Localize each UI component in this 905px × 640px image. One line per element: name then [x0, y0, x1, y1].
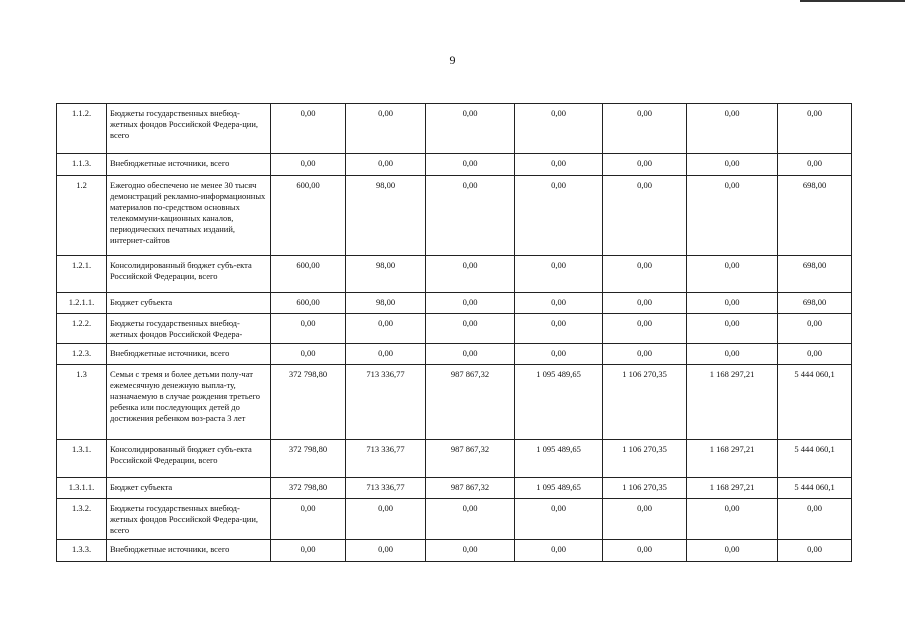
- year-value-cell: 0,00: [515, 154, 603, 176]
- row-description: Внебюджетные источники, всего: [107, 540, 271, 562]
- year-value-cell: 0,00: [603, 154, 687, 176]
- year-value-cell: 1 095 489,65: [515, 365, 603, 440]
- year-value-cell: 0,00: [346, 154, 426, 176]
- year-value-cell: 0,00: [426, 256, 515, 293]
- total-cell: 698,00: [778, 256, 852, 293]
- year-value-cell: 600,00: [271, 293, 346, 314]
- table-row: [57, 176, 852, 256]
- year-value-cell: 0,00: [603, 104, 687, 154]
- table-row: [57, 314, 852, 344]
- year-value-cell: 987 867,32: [426, 478, 515, 499]
- year-value-cell: 0,00: [426, 499, 515, 540]
- budget-table: [56, 103, 852, 562]
- row-description: Бюджет субъекта: [107, 293, 271, 314]
- total-cell: 0,00: [778, 540, 852, 562]
- year-value-cell: 1 168 297,21: [687, 440, 778, 478]
- year-value-cell: 372 798,80: [271, 365, 346, 440]
- corner-mark: [800, 0, 905, 2]
- year-value-cell: 1 106 270,35: [603, 478, 687, 499]
- year-value-cell: 0,00: [515, 499, 603, 540]
- row-description: Внебюджетные источники, всего: [107, 344, 271, 365]
- year-value-cell: 0,00: [687, 540, 778, 562]
- row-code: 1.2: [57, 176, 107, 256]
- row-description: Бюджеты государственных внебюд-жетных фондов Российской Федера-ции, всего: [107, 499, 271, 540]
- year-value-cell: 1 168 297,21: [687, 365, 778, 440]
- table-body: [57, 104, 852, 562]
- row-code: 1.2.1.1.: [57, 293, 107, 314]
- row-description: Ежегодно обеспечено не менее 30 тысяч демонстраций рекламно-информационных материалов по-средством основных телекоммуни-кационных каналов, периодических печатных изданий, интернет-сайтов: [107, 176, 271, 256]
- row-code: 1.3.1.1.: [57, 478, 107, 499]
- year-value-cell: 0,00: [346, 314, 426, 344]
- year-value-cell: 0,00: [687, 256, 778, 293]
- year-value-cell: 0,00: [271, 154, 346, 176]
- year-value-cell: 0,00: [426, 344, 515, 365]
- row-description: Бюджеты государственных внебюд-жетных фондов Российской Федера-: [107, 314, 271, 344]
- year-value-cell: 372 798,80: [271, 478, 346, 499]
- year-value-cell: 0,00: [515, 540, 603, 562]
- year-value-cell: 0,00: [687, 314, 778, 344]
- year-value-cell: 1 095 489,65: [515, 440, 603, 478]
- table-row: [57, 104, 852, 154]
- year-value-cell: 1 095 489,65: [515, 478, 603, 499]
- year-value-cell: 0,00: [426, 540, 515, 562]
- year-value-cell: 713 336,77: [346, 478, 426, 499]
- year-value-cell: 0,00: [515, 314, 603, 344]
- year-value-cell: 1 106 270,35: [603, 440, 687, 478]
- year-value-cell: 0,00: [603, 344, 687, 365]
- year-value-cell: 0,00: [687, 104, 778, 154]
- year-value-cell: 0,00: [271, 499, 346, 540]
- table-row: [57, 344, 852, 365]
- year-value-cell: 713 336,77: [346, 440, 426, 478]
- total-cell: 0,00: [778, 154, 852, 176]
- row-description: Семьи с тремя и более детьми полу-чат ежемесячную денежную выпла-ту, назначаемую в случае рождения третьего ребенка или последующих детей до достижения ребенком воз-раста 3 лет: [107, 365, 271, 440]
- year-value-cell: 0,00: [603, 176, 687, 256]
- year-value-cell: 0,00: [271, 104, 346, 154]
- row-description: Внебюджетные источники, всего: [107, 154, 271, 176]
- year-value-cell: 0,00: [603, 293, 687, 314]
- year-value-cell: 1 106 270,35: [603, 365, 687, 440]
- table-row: [57, 154, 852, 176]
- year-value-cell: 0,00: [515, 256, 603, 293]
- year-value-cell: 0,00: [603, 499, 687, 540]
- year-value-cell: 0,00: [346, 344, 426, 365]
- year-value-cell: 0,00: [346, 499, 426, 540]
- year-value-cell: 372 798,80: [271, 440, 346, 478]
- year-value-cell: 987 867,32: [426, 365, 515, 440]
- row-description: Бюджеты государственных внебюд-жетных фондов Российской Федера-ции, всего: [107, 104, 271, 154]
- year-value-cell: 0,00: [271, 314, 346, 344]
- table-row: [57, 478, 852, 499]
- row-description: Консолидированный бюджет субъ-екта Российской Федерации, всего: [107, 256, 271, 293]
- year-value-cell: 987 867,32: [426, 440, 515, 478]
- year-value-cell: 0,00: [603, 540, 687, 562]
- total-cell: 5 444 060,1: [778, 365, 852, 440]
- table-row: [57, 293, 852, 314]
- total-cell: 5 444 060,1: [778, 478, 852, 499]
- year-value-cell: 0,00: [426, 176, 515, 256]
- year-value-cell: 0,00: [346, 540, 426, 562]
- total-cell: 698,00: [778, 176, 852, 256]
- table-row: [57, 540, 852, 562]
- year-value-cell: 0,00: [426, 314, 515, 344]
- year-value-cell: 0,00: [426, 104, 515, 154]
- year-value-cell: 0,00: [687, 176, 778, 256]
- row-code: 1.3.3.: [57, 540, 107, 562]
- total-cell: 0,00: [778, 499, 852, 540]
- row-description: Консолидированный бюджет субъ-екта Российской Федерации, всего: [107, 440, 271, 478]
- row-description: Бюджет субъекта: [107, 478, 271, 499]
- year-value-cell: 600,00: [271, 176, 346, 256]
- total-cell: 5 444 060,1: [778, 440, 852, 478]
- row-code: 1.3.1.: [57, 440, 107, 478]
- table-row: [57, 365, 852, 440]
- year-value-cell: 0,00: [687, 344, 778, 365]
- total-cell: 0,00: [778, 104, 852, 154]
- table-row: [57, 440, 852, 478]
- year-value-cell: 0,00: [271, 344, 346, 365]
- total-cell: 0,00: [778, 344, 852, 365]
- row-code: 1.1.2.: [57, 104, 107, 154]
- year-value-cell: 0,00: [603, 314, 687, 344]
- year-value-cell: 0,00: [426, 293, 515, 314]
- year-value-cell: 1 168 297,21: [687, 478, 778, 499]
- year-value-cell: 0,00: [426, 154, 515, 176]
- page-number: 9: [449, 53, 456, 67]
- table-row: [57, 499, 852, 540]
- year-value-cell: 713 336,77: [346, 365, 426, 440]
- year-value-cell: 98,00: [346, 293, 426, 314]
- row-code: 1.2.1.: [57, 256, 107, 293]
- total-cell: 0,00: [778, 314, 852, 344]
- year-value-cell: 0,00: [603, 256, 687, 293]
- total-cell: 698,00: [778, 293, 852, 314]
- year-value-cell: 0,00: [515, 176, 603, 256]
- year-value-cell: 0,00: [271, 540, 346, 562]
- year-value-cell: 0,00: [515, 344, 603, 365]
- year-value-cell: 98,00: [346, 256, 426, 293]
- year-value-cell: 0,00: [515, 104, 603, 154]
- year-value-cell: 0,00: [515, 293, 603, 314]
- year-value-cell: 600,00: [271, 256, 346, 293]
- year-value-cell: 98,00: [346, 176, 426, 256]
- year-value-cell: 0,00: [687, 293, 778, 314]
- row-code: 1.1.3.: [57, 154, 107, 176]
- table-row: [57, 256, 852, 293]
- row-code: 1.3.2.: [57, 499, 107, 540]
- row-code: 1.3: [57, 365, 107, 440]
- year-value-cell: 0,00: [687, 499, 778, 540]
- row-code: 1.2.2.: [57, 314, 107, 344]
- row-code: 1.2.3.: [57, 344, 107, 365]
- year-value-cell: 0,00: [346, 104, 426, 154]
- year-value-cell: 0,00: [687, 154, 778, 176]
